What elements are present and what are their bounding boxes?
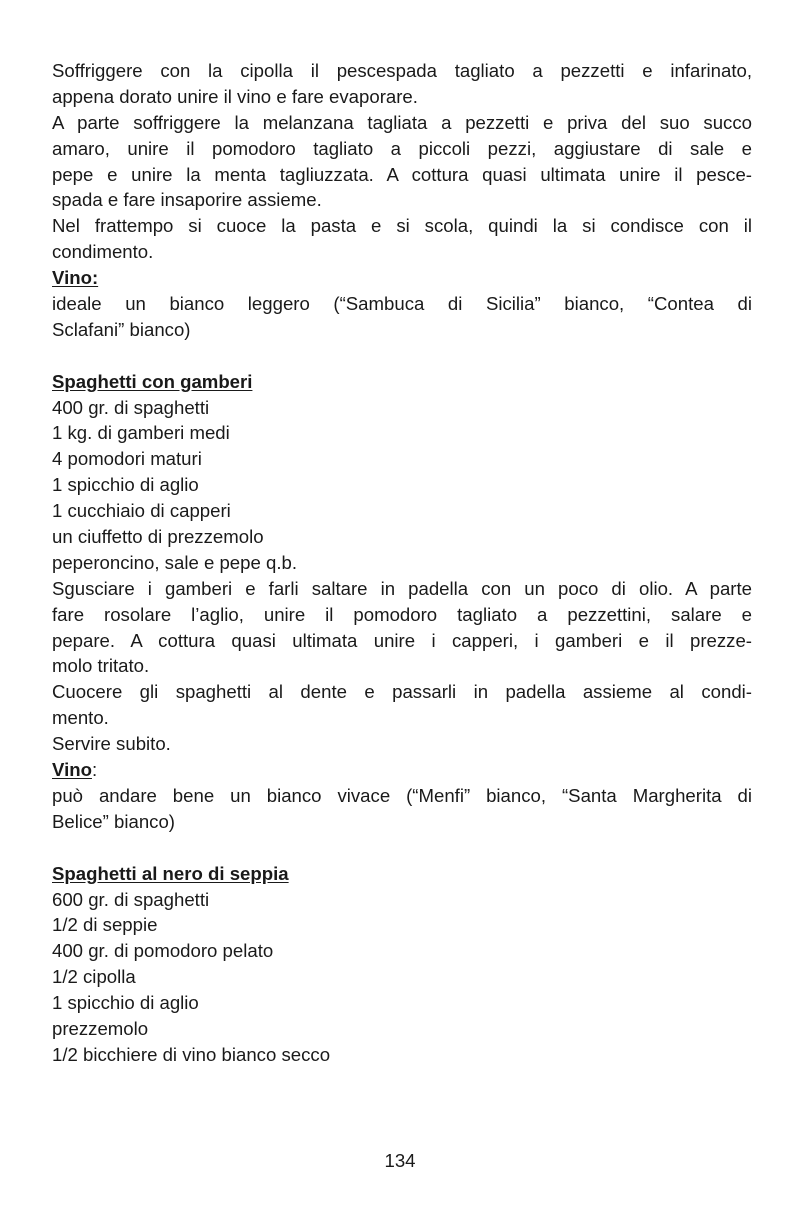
ingredient-item: 600 gr. di spaghetti bbox=[52, 888, 210, 910]
ingredient-item: 4 pomodori maturi bbox=[52, 448, 202, 470]
wine-line: ideale un bianco leggero (“Sambuca di Sicilia” bianco, “Contea di bbox=[52, 293, 752, 315]
ingredient-item: peperoncino, sale e pepe q.b. bbox=[52, 551, 298, 573]
method-line: fare rosolare l’aglio, unire il pomodoro tagliato a pezzettini, salare e bbox=[52, 603, 752, 625]
wine-line: può andare bene un bianco vivace (“Menfi” bianco, “Santa Margherita di bbox=[52, 784, 752, 806]
intro-line: Nel frattempo si cuoce la pasta e si scola, quindi la si condisce con il bbox=[52, 215, 752, 237]
method-line: pepare. A cottura quasi ultimata unire i capperi, i gamberi e il prezze- bbox=[52, 629, 752, 651]
intro-line: pepe e unire la menta tagliuzzata. A cottura quasi ultimata unire il pesce- bbox=[52, 163, 752, 185]
ingredient-item: 1 cucchiaio di capperi bbox=[52, 500, 231, 522]
ingredient-item: 400 gr. di pomodoro pelato bbox=[52, 940, 274, 962]
ingredient-item: 1/2 cipolla bbox=[52, 966, 136, 988]
wine-label: Vino bbox=[52, 759, 92, 781]
intro-line: Soffriggere con la cipolla il pescespada tagliato a pezzetti e infarinato, bbox=[52, 60, 752, 81]
recipe-title: Spaghetti con gamberi bbox=[52, 370, 253, 392]
intro-line: spada e fare insaporire assieme. bbox=[52, 189, 322, 211]
ingredient-item: 1/2 di seppie bbox=[52, 914, 158, 936]
intro-line: condimento. bbox=[52, 241, 154, 263]
wine-heading bbox=[52, 757, 752, 783]
recipe-title-row bbox=[52, 369, 752, 395]
method-line: Servire subito. bbox=[52, 733, 171, 755]
spacer bbox=[52, 835, 752, 861]
intro-line: A parte soffriggere la melanzana tagliata a pezzetti e priva del suo succo bbox=[52, 111, 752, 133]
ingredient-item: prezzemolo bbox=[52, 1017, 149, 1039]
ingredient-item: 1 kg. di gamberi medi bbox=[52, 422, 230, 444]
wine-label: Vino: bbox=[52, 267, 99, 289]
intro-section bbox=[52, 58, 752, 343]
intro-line: appena dorato unire il vino e fare evaporare. bbox=[52, 85, 418, 107]
recipe-title-row bbox=[52, 861, 752, 887]
method-line: mento. bbox=[52, 707, 109, 729]
recipe-spaghetti-con-gamberi bbox=[52, 369, 752, 835]
intro-line: amaro, unire il pomodoro tagliato a piccoli pezzi, aggiustare di sale e bbox=[52, 137, 752, 159]
spacer bbox=[52, 343, 752, 369]
page-body bbox=[52, 58, 752, 1068]
ingredient-item: 1 spicchio di aglio bbox=[52, 992, 199, 1014]
wine-heading bbox=[52, 265, 752, 291]
method-line: molo tritato. bbox=[52, 655, 150, 677]
ingredient-item: 1 spicchio di aglio bbox=[52, 474, 199, 496]
recipe-spaghetti-al-nero-di-seppia bbox=[52, 861, 752, 1068]
method-line: Cuocere gli spaghetti al dente e passarli in padella assieme al condi- bbox=[52, 681, 752, 703]
ingredient-item: 400 gr. di spaghetti bbox=[52, 396, 210, 418]
wine-label-colon: : bbox=[91, 759, 98, 781]
wine-line: Sclafani” bianco) bbox=[52, 318, 191, 340]
ingredient-item: 1/2 bicchiere di vino bianco secco bbox=[52, 1043, 331, 1065]
wine-line: Belice” bianco) bbox=[52, 810, 175, 832]
ingredient-item: un ciuffetto di prezzemolo bbox=[52, 526, 264, 548]
page-number: 134 bbox=[384, 1150, 416, 1171]
method-line: Sgusciare i gamberi e farli saltare in padella con un poco di olio. A parte bbox=[52, 577, 752, 599]
recipe-title: Spaghetti al nero di seppia bbox=[52, 862, 289, 884]
